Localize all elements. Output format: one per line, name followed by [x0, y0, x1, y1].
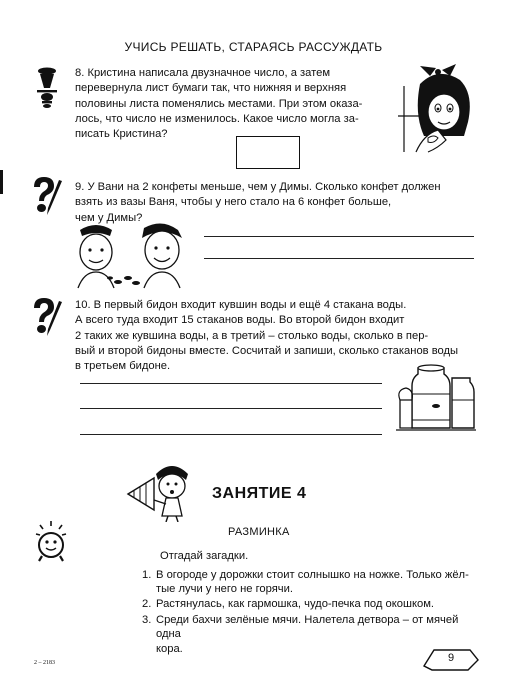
- girl-with-bow-illustration: [398, 64, 476, 154]
- task-line: половины листа поменялись местами. При этом оказа-: [75, 97, 363, 110]
- answer-line[interactable]: [80, 434, 382, 435]
- task-line: А всего туда входит 15 стаканов воды. Во второй бидон входит: [75, 314, 405, 327]
- riddle-number: 3.: [142, 614, 152, 626]
- task-line: лось, что число не изменилось. Какое число могла за-: [75, 112, 359, 125]
- riddles-intro: Отгадай загадки.: [160, 550, 249, 562]
- margin-bar: [0, 170, 3, 194]
- task-9-text: [75, 180, 475, 226]
- riddle-2: [142, 597, 477, 613]
- girl-with-megaphone-illustration: [126, 460, 194, 522]
- riddle-1: [142, 568, 477, 598]
- milk-cans-illustration: [396, 360, 476, 432]
- task-line: 8. Кристина написала двузначное число, а затем: [75, 67, 331, 79]
- answer-line[interactable]: [204, 236, 474, 237]
- riddle-line: тые лучи у него не горячи.: [156, 583, 293, 596]
- lesson-title: ЗАНЯТИЕ 4: [212, 485, 307, 502]
- task-line: писать Кристина?: [75, 128, 168, 141]
- question-mark-pencil-icon: [30, 296, 64, 340]
- print-code: 2 – 2183: [34, 660, 55, 666]
- section-title: РАЗМИНКА: [228, 526, 290, 538]
- task-line: вый и второй бидоны вместе. Сосчитай и запиши, сколько стаканов воды: [75, 344, 459, 357]
- riddle-number: 1.: [142, 569, 152, 581]
- answer-line[interactable]: [80, 408, 382, 409]
- page-number: 9: [448, 652, 455, 664]
- task-line: чем у Димы?: [75, 211, 143, 224]
- riddle-line: В огороде у дорожки стоит солнышко на ножке. Только жёл-: [156, 569, 469, 581]
- riddle-line: Среди бахчи зелёные мячи. Налетела детвора – от мячей одна: [156, 614, 459, 641]
- riddle-number: 2.: [142, 598, 152, 610]
- riddle-3: [142, 613, 477, 655]
- page-number-badge: [422, 640, 480, 676]
- exclamation-mark-icon: [34, 66, 60, 110]
- task-line: 10. В первый бидон входит кувшин воды и ещё 4 стакана воды.: [75, 299, 407, 311]
- riddle-line: кора.: [156, 642, 183, 655]
- task-line: 2 таких же кувшина воды, а в третий – столько воды, сколько в пер-: [75, 329, 429, 342]
- answer-line[interactable]: [80, 383, 382, 384]
- answer-box[interactable]: [236, 136, 300, 169]
- riddle-line: Растянулась, как гармошка, чудо-печка под окошком.: [156, 598, 434, 610]
- two-boys-with-candies-illustration: [74, 222, 198, 290]
- running-header: УЧИСЬ РЕШАТЬ, СТАРАЯСЬ РАССУЖДАТЬ: [124, 40, 383, 54]
- task-line: в третьем бидоне.: [75, 360, 171, 373]
- task-line: перевернула лист бумаги так, что нижняя и верхняя: [75, 82, 347, 95]
- task-8-text: [75, 66, 393, 142]
- question-mark-pencil-icon: [30, 175, 64, 219]
- alarm-clock-icon: [34, 520, 68, 562]
- task-line: взять из вазы Ваня, чтобы у него стало на 6 конфет больше,: [75, 196, 392, 209]
- task-line: 9. У Вани на 2 конфеты меньше, чем у Димы. Сколько конфет должен: [75, 181, 441, 193]
- answer-line[interactable]: [204, 258, 474, 259]
